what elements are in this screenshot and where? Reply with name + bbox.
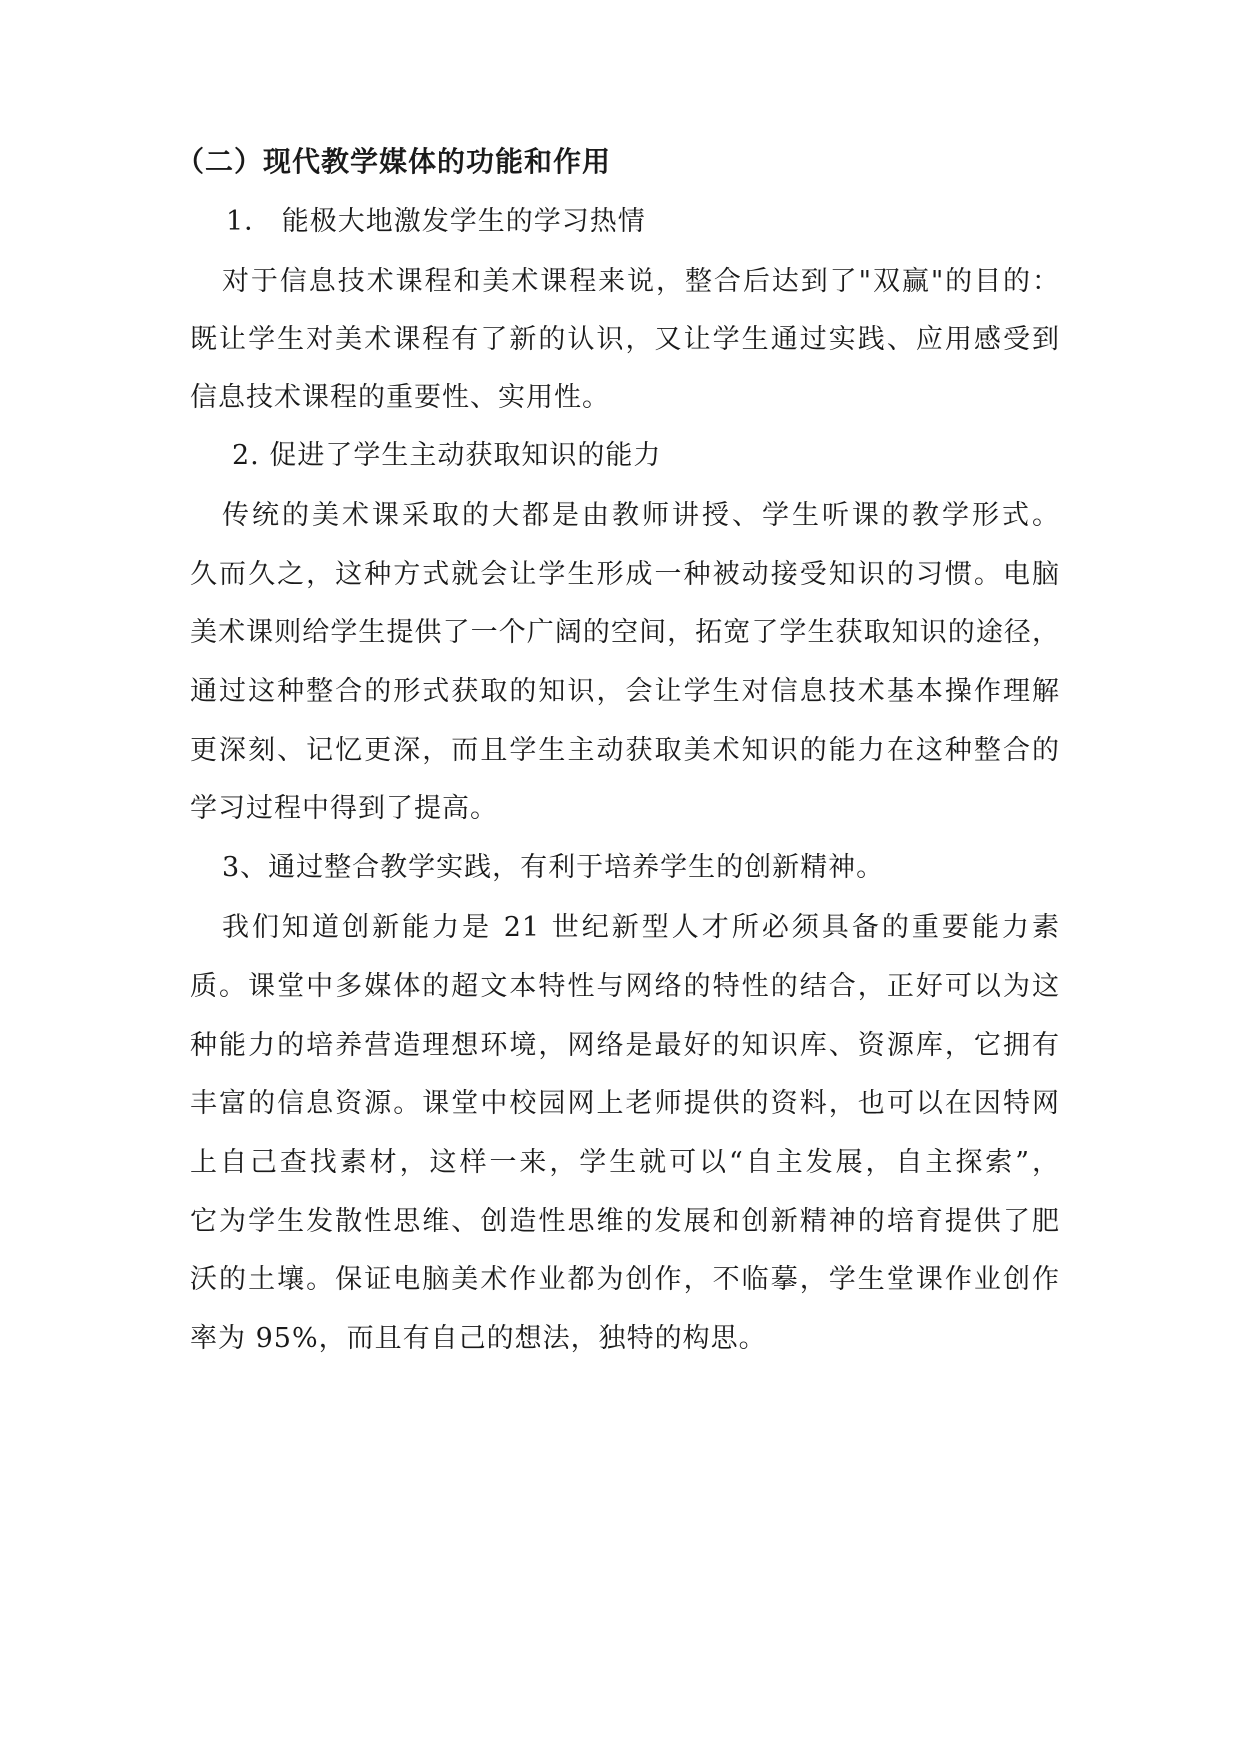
paragraph-line: 久而久之，这种方式就会让学生形成一种被动接受知识的习惯。电脑 <box>190 559 1060 590</box>
paragraph-line: 学习过程中得到了提高。 <box>190 793 498 824</box>
paragraph-line: 丰富的信息资源。课堂中校园网上老师提供的资料，也可以在因特网 <box>190 1088 1060 1119</box>
paragraph-line: 通过这种整合的形式获取的知识，会让学生对信息技术基本操作理解 <box>190 676 1060 707</box>
paragraph-line: 沃的土壤。保证电脑美术作业都为创作，不临摹，学生堂课作业创作 <box>190 1264 1060 1295</box>
item-title-2: 2. 促进了学生主动获取知识的能力 <box>232 440 662 471</box>
paragraph-line: 质。课堂中多媒体的超文本特性与网络的特性的结合，正好可以为这 <box>190 971 1060 1002</box>
item-title-3: 3、通过整合教学实践，有利于培养学生的创新精神。 <box>222 852 885 883</box>
section-heading: （二）现代教学媒体的功能和作用 <box>176 145 612 178</box>
paragraph-line: 我们知道创新能力是 21 世纪新型人才所必须具备的重要能力素 <box>222 912 1060 943</box>
paragraph-line: 上自己查找素材，这样一来，学生就可以“自主发展，自主探索”， <box>190 1147 1060 1178</box>
paragraph-line: 对于信息技术课程和美术课程来说，整合后达到了"双赢"的目的： <box>222 266 1060 297</box>
item-title-1: 1． 能极大地激发学生的学习热情 <box>226 206 646 237</box>
paragraph-line: 它为学生发散性思维、创造性思维的发展和创新精神的培育提供了肥 <box>190 1206 1060 1237</box>
paragraph-line: 既让学生对美术课程有了新的认识，又让学生通过实践、应用感受到 <box>190 324 1060 355</box>
paragraph-line: 信息技术课程的重要性、实用性。 <box>190 382 610 413</box>
paragraph-line: 种能力的培养营造理想环境，网络是最好的知识库、资源库，它拥有 <box>190 1030 1060 1061</box>
paragraph-line: 传统的美术课采取的大都是由教师讲授、学生听课的教学形式。 <box>222 500 1060 531</box>
paragraph-line: 美术课则给学生提供了一个广阔的空间，拓宽了学生获取知识的途径， <box>190 617 1060 648</box>
paragraph-line: 更深刻、记忆更深，而且学生主动获取美术知识的能力在这种整合的 <box>190 735 1060 766</box>
paragraph-line: 率为 95%，而且有自己的想法，独特的构思。 <box>190 1323 767 1354</box>
